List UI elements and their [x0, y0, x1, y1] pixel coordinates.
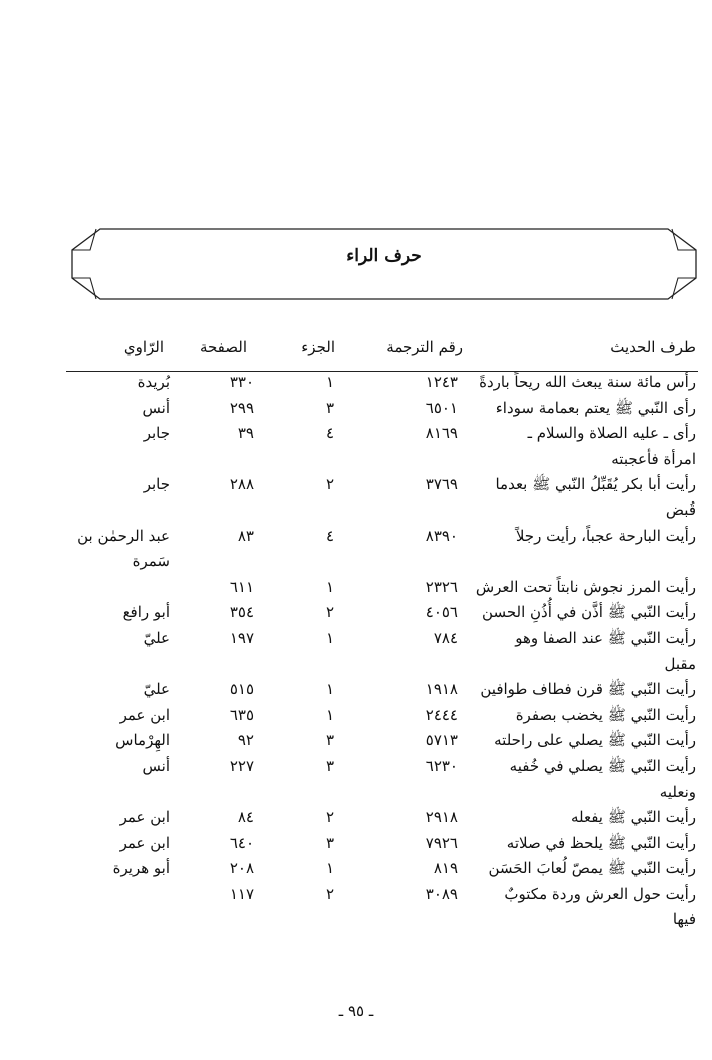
cell-part: ٤: [325, 424, 334, 443]
header-page: الصفحة: [199, 338, 247, 356]
cell-hadith: رأيت النّبي ﷺ أذَّن في أُذُنِ الحسن: [482, 603, 696, 622]
cell-hadith: ونعليه: [659, 782, 696, 801]
cell-page: ٦٣٥: [229, 705, 254, 724]
cell-hadith: رأيت النّبي ﷺ يلحظ في صلاته: [506, 833, 696, 852]
cell-page: ٦١١: [229, 577, 254, 596]
table-row: [0, 475, 712, 501]
table-row: [0, 655, 712, 681]
cell-part: ٣: [325, 756, 334, 775]
cell-number: ٤٠٥٦: [425, 603, 458, 622]
cell-page: ٨٤: [237, 808, 254, 827]
table-header: [0, 338, 712, 366]
cell-page: ٣٣٠: [229, 373, 254, 391]
cell-page: ٢٠٨: [229, 859, 254, 878]
cell-part: ٣: [325, 833, 334, 852]
cell-hadith: امرأة فأعجبته: [611, 449, 696, 468]
cell-page: ٢٨٨: [229, 475, 254, 494]
header-part: الجزء: [301, 338, 335, 356]
cell-hadith: رأيت النّبي ﷺ يمصّ لُعابَ الحَسَن: [488, 859, 696, 878]
cell-hadith: رأى ـ عليه الصلاة والسلام ـ: [527, 424, 696, 443]
cell-narrator: عليّ: [143, 680, 170, 699]
table-row: [0, 629, 712, 655]
cell-part: ١: [325, 705, 334, 724]
cell-number: ٢٣٢٦: [425, 577, 458, 596]
cell-part: ٢: [325, 475, 334, 494]
cell-page: ٩٢: [237, 731, 254, 750]
table-row: [0, 501, 712, 527]
cell-number: ٨١٩: [433, 859, 458, 878]
header-number: رقم الترجمة: [386, 338, 463, 356]
page-number: ـ ٩٥ ـ: [338, 1002, 374, 1020]
cell-hadith: رأيت المرز نجوش نابتاً تحت العرش: [475, 577, 696, 596]
table-row: [0, 885, 712, 911]
table-row: [0, 910, 712, 936]
cell-number: ٣٠٨٩: [425, 884, 458, 903]
cell-hadith: فيها: [672, 910, 696, 929]
cell-page: ٥١٥: [229, 680, 254, 699]
cell-number: ٧٩٢٦: [425, 833, 458, 852]
cell-page: ٣٩: [237, 424, 254, 443]
cell-narrator: سَمرة: [132, 552, 170, 571]
cell-hadith: رأس مائة سنة يبعث الله ريحاً باردةً: [479, 373, 696, 391]
cell-page: ٨٣: [237, 526, 254, 545]
cell-number: ٦٢٣٠: [425, 756, 458, 775]
cell-hadith: رأيت النّبي ﷺ قرن فطاف طوافين: [480, 680, 696, 699]
cell-part: ٣: [325, 731, 334, 750]
cell-part: ٢: [325, 884, 334, 903]
cell-page: ١٩٧: [229, 628, 254, 647]
cell-hadith: رأيت النّبي ﷺ يصلي على راحلته: [494, 731, 696, 750]
table-row: [0, 757, 712, 783]
table-row: [0, 783, 712, 809]
cell-page: ١١٧: [229, 884, 254, 903]
table-row: [0, 450, 712, 476]
cell-narrator: أبو رافع: [122, 603, 170, 622]
header-narrator: الرّاوي: [123, 338, 164, 356]
cell-hadith: رأيت النّبي ﷺ يصلي في خُفيه: [509, 756, 696, 775]
table-row: [0, 808, 712, 834]
cell-part: ١: [325, 859, 334, 878]
cell-hadith: رأيت حول العرش وردة مكتوبٌ: [504, 884, 696, 903]
table-row: [0, 680, 712, 706]
cell-narrator: أنس: [142, 398, 170, 417]
cell-number: ٧٨٤: [433, 628, 458, 647]
cell-number: ١٢٤٣: [425, 373, 458, 391]
cell-number: ٢٩١٨: [425, 808, 458, 827]
cell-hadith: رأى النّبي ﷺ يعتم بعمامة سوداء: [495, 398, 696, 417]
cell-narrator: الهِرْماس: [115, 731, 170, 750]
cell-number: ٣٧٦٩: [425, 475, 458, 494]
cell-part: ١: [325, 577, 334, 596]
table-row: [0, 603, 712, 629]
cell-part: ٢: [325, 808, 334, 827]
cell-number: ٨١٦٩: [425, 424, 458, 443]
cell-narrator: أنس: [142, 756, 170, 775]
cell-hadith: رأيت النّبي ﷺ عند الصفا وهو: [515, 628, 696, 647]
cell-number: ٦٥٠١: [425, 398, 458, 417]
header-divider: [66, 371, 698, 372]
header-hadith: طرف الحديث: [610, 338, 696, 356]
cell-narrator: عليّ: [143, 628, 170, 647]
section-title: حرف الراء: [346, 246, 422, 266]
table-row: [0, 527, 712, 553]
cell-number: ٨٣٩٠: [425, 526, 458, 545]
cell-narrator: جابر: [143, 424, 170, 443]
cell-part: ٤: [325, 526, 334, 545]
table-row: [0, 578, 712, 604]
cell-part: ٣: [325, 398, 334, 417]
cell-part: ٢: [325, 603, 334, 622]
table-row: [0, 373, 712, 399]
cell-hadith: رأيت البارحة عجباً، رأيت رجلاً: [515, 526, 696, 545]
cell-hadith: رأيت النّبي ﷺ يفعله: [570, 808, 696, 827]
cell-page: ٦٤٠: [229, 833, 254, 852]
cell-page: ٢٩٩: [229, 398, 254, 417]
cell-narrator: ابن عمر: [119, 705, 170, 724]
cell-narrator: عبد الرحمٰن بن: [77, 526, 170, 545]
cell-narrator: أبو هريرة: [112, 859, 170, 878]
cell-narrator: ابن عمر: [119, 833, 170, 852]
cell-hadith: قُبض: [665, 500, 696, 519]
cell-page: ٢٢٧: [229, 756, 254, 775]
cell-hadith: رأيت النّبي ﷺ يخضب بصفرة: [515, 705, 696, 724]
cell-hadith: رأيت أبا بكر يُقَبِّلُ النّبي ﷺ بعدما: [495, 475, 696, 494]
cell-part: ١: [325, 680, 334, 699]
index-table: [0, 373, 712, 936]
cell-number: ١٩١٨: [425, 680, 458, 699]
cell-number: ٥٧١٣: [425, 731, 458, 750]
table-row: [0, 834, 712, 860]
table-row: [0, 731, 712, 757]
cell-number: ٢٤٤٤: [425, 705, 458, 724]
cell-part: ١: [325, 628, 334, 647]
cell-hadith: مقبل: [664, 654, 696, 673]
table-row: [0, 859, 712, 885]
table-row: [0, 706, 712, 732]
table-row: [0, 399, 712, 425]
cell-part: ١: [325, 373, 334, 391]
cell-narrator: ابن عمر: [119, 808, 170, 827]
table-row: [0, 424, 712, 450]
cell-narrator: بُريدة: [137, 373, 170, 391]
cell-narrator: جابر: [143, 475, 170, 494]
cell-page: ٣٥٤: [229, 603, 254, 622]
table-row: [0, 552, 712, 578]
section-banner: [70, 226, 698, 302]
